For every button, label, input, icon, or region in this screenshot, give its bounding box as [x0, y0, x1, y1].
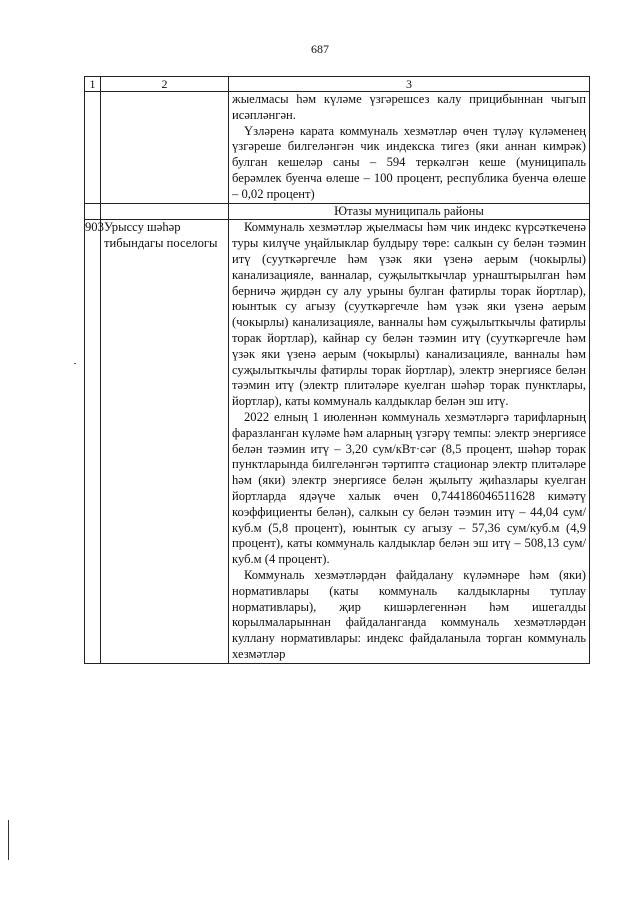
paragraph-2: 2022 елның 1 июленнән коммуналь хезмәтләргә тарифларның фаразланган күләме һәм аларның үзгәрү темпы: электр энергиясе белән тәэмин итү – 3,20 сум/кВт·сәг (8,5 процент, шәһәр торак пунктларында билгеләнгән тәртиптә стационар электр плитәләре һәм (яки) электр энергиясе белән җылыту җиһазлары куелган йортларда ядәүче халык өчен 0,744186046511628 кимәтү коэффициенты белән), салкын су белән тәэмин итү – 44,04 сум/куб.м (5,8 процент), юынтык су агызу – 57,36 сум/куб.м (4,9 процент), каты коммуналь калдыклар белән эш итү – 508,13 сум/куб.м (4 процент). [232, 409, 586, 567]
scan-mark [74, 363, 76, 364]
district-label: Ютазы муниципаль районы [229, 203, 590, 220]
paragraph-3: Коммуналь хезмәтләрдән файдалану күләмнәре һәм (яки) нормативлары (каты коммуналь калдыкларны туплау нормативлары), җир кишәрлегеннән һәм ишегалды корылмаларыннан файдаланганда коммуналь хезмәтләрдән куллану нормативлары: индекс файдаланыла торган коммуналь хезмәтләр [232, 567, 586, 661]
header-col-1: 1 [85, 77, 101, 92]
header-row [85, 77, 590, 92]
district-row-empty-2 [101, 203, 229, 220]
continued-paragraph-2: Үзләренә карата коммуналь хезмәтләр өчен түләү күләменең үзгәреше билгеләнгән чик индекска тигез (яки аннан кимрәк) булган кешеләр саны – 594 теркәлгән кеше (муниципаль берәмлек буенча өлеше – 100 процент, республика буенча өлеше – 0,02 процент) [232, 123, 586, 201]
header-col-3: 3 [229, 77, 590, 92]
row-903-text [229, 220, 590, 663]
page-number: 687 [311, 42, 329, 56]
settlement-name: Урыссу шәһәр тибындагы поселогы [101, 220, 229, 663]
table-row-903 [85, 220, 590, 663]
district-row [85, 203, 590, 220]
scan-margin-line [8, 820, 9, 860]
continued-paragraph-1: жыелмасы һәм күләме үзгәрешсез калу прицибыннан чыгып исәпләнгән. [232, 92, 586, 122]
content-table [84, 76, 590, 664]
header-col-2: 2 [101, 77, 229, 92]
row-number: 903 [85, 220, 101, 663]
continued-row [85, 92, 590, 204]
continued-row-name [101, 92, 229, 204]
paragraph-1: Коммуналь хезмәтләр җыелмасы һәм чик индекс күрсәткеченә туры килүче уңайлыклар булдыру төре: салкын су белән тәэмин итү (сууткәргечле һәм үзәк яки үзенә аерым (чокырлы) канализацияле, ванналар, суҗылыткычлар урнаштырылган һәм берничә җирдән су алу урыны булган фатирлы торак йортлар), юынтык су агызу (сууткәргечле һәм үзәк яки үзенә аерым (чокырлы) канализацияле, ванналы һәм суҗылыткычлы фатирлы торак йортлар), кайнар су белән тәэмин итү (сууткәргечле һәм үзәк яки үзенә аерым (чокырлы) канализацияле, ванналы һәм суҗылыткычлы фатирлы торак йортлар), электр энергиясе белән тәэмин итү (электр плитәләре куелган шәһәр торак пунктлары, йортлар), каты коммуналь калдыклар белән эш итү. [232, 220, 586, 409]
continued-row-number [85, 92, 101, 204]
district-row-empty-1 [85, 203, 101, 220]
continued-row-text [229, 92, 590, 204]
